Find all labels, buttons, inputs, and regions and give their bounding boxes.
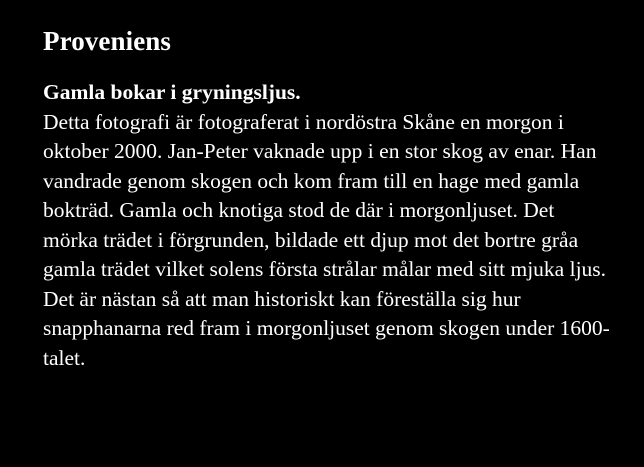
provenance-article bbox=[43, 78, 633, 373]
article-body: Detta fotografi är fotograferat i nordöstra Skåne en morgon i oktober 2000. Jan-Peter vaknade upp i en stor skog av enar. Han vandrade genom skogen och kom fram till en hage med gamla bokträd. Gamla och knotiga stod de där i morgonljuset. Det mörka trädet i förgrunden, bildade ett djup mot det bortre gråa gamla trädet vilket solens första strålar målar med sitt mjuka ljus. Det är nästan så att man historiskt kan föreställa sig hur snapphanarna red fram i morgonljuset genom skogen under 1600-talet. bbox=[43, 109, 610, 370]
provenance-panel bbox=[43, 24, 633, 373]
section-heading: Proveniens bbox=[43, 26, 171, 56]
article-subheading: Gamla bokar i gryningsljus. bbox=[43, 80, 301, 104]
